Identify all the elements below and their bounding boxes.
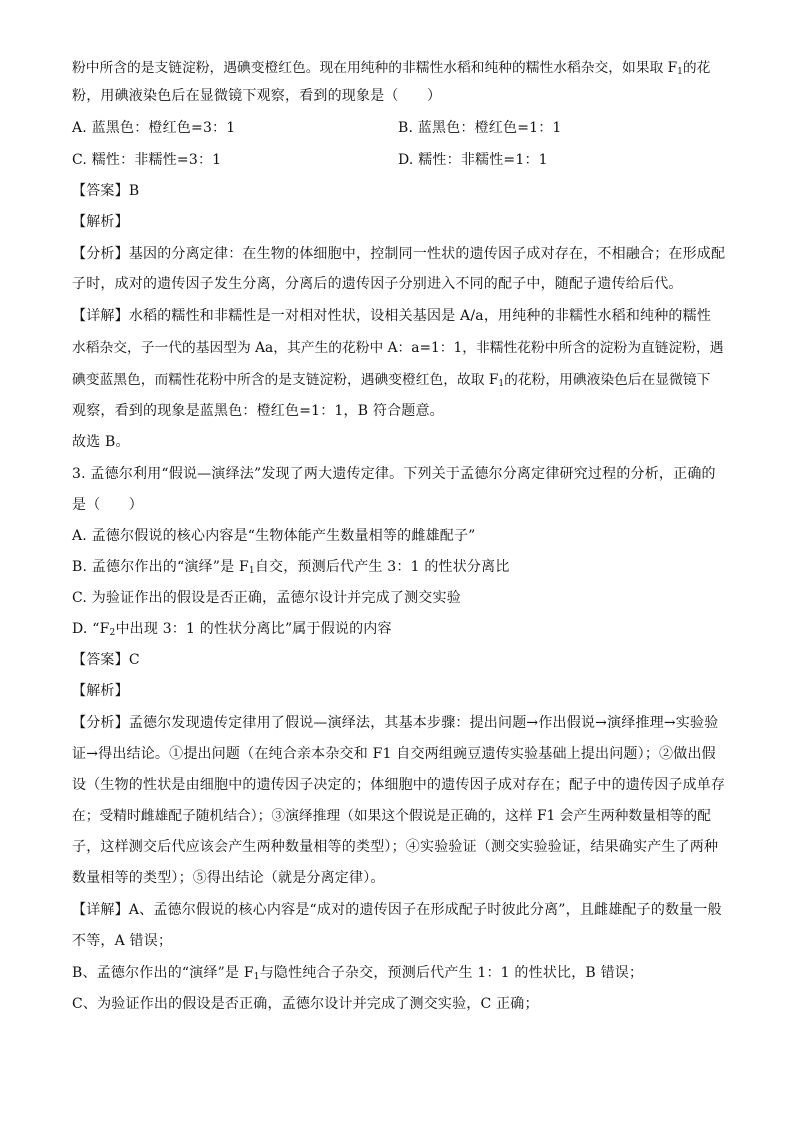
q2-option-a: A. 蓝黑色：橙红色=3：1 bbox=[72, 120, 236, 136]
q3-option-d: D. “$F_2$中出现 3：1 的性状分离比”属于假说的内容 bbox=[72, 621, 392, 638]
q2-xiangjie-line: 水稻杂交，子一代的基因型为 Aa，其产生的花粉中 A：a=1：1，非糯性花粉中所含的淀粉为直链淀粉，遇 bbox=[72, 340, 724, 356]
q3-fenxi-line: 数量相等的类型）；⑤得出结论（就是分离定律）。 bbox=[72, 870, 385, 886]
xiangjie-tag: 【详解】 bbox=[72, 902, 129, 918]
q3-option-b: B. 孟德尔作出的“演绎”是 $F_1$自交，预测后代产生 3：1 的性状分离比 bbox=[72, 559, 510, 576]
q2-stem-line: 粉，用碘液染色后在显微镜下观察，看到的现象是（ ） bbox=[72, 88, 442, 104]
q3-stem-line: 是（ ） bbox=[72, 497, 143, 513]
q3-fenxi-line: 证→得出结论。①提出问题（在纯合亲本杂交和 F1 自交两组豌豆遗传实验基础上提出问题）；②做出假 bbox=[72, 746, 716, 762]
q2-conclusion: 故选 B。 bbox=[72, 434, 130, 450]
q3-answer bbox=[72, 650, 140, 670]
answer-tag: 【答案】 bbox=[72, 652, 129, 668]
answer-value: C bbox=[128, 652, 140, 668]
fenxi-tag: 【分析】 bbox=[72, 246, 129, 262]
q2-fenxi-line: 子时，成对的遗传因子发生分离，分离后的遗传因子分别进入不同的配子中，随配子遗传给后代。 bbox=[72, 276, 683, 292]
q3-fenxi-line: 【分析】孟德尔发现遗传定律用了假说—演绎法，其基本步骤：提出问题→作出假说→演绎推理→实验验 bbox=[72, 715, 719, 731]
fenxi-tag: 【分析】 bbox=[72, 715, 129, 731]
xiangjie-tag: 【详解】 bbox=[72, 308, 129, 324]
q3-xiangjie-line: B、孟德尔作出的“演绎”是 $F_1$与隐性纯合子杂交，预测后代产生 1：1 的性状比，B 错误； bbox=[72, 965, 644, 982]
q2-stem-line: 粉中所含的是支链淀粉，遇碘变橙红色。现在用纯种的非糯性水稻和纯种的糯性水稻杂交，如果取 $F_1$的花 bbox=[72, 60, 711, 77]
q3-fenxi-line: 子，这样测交后代应该会产生两种数量相等的类型）；④实验验证（测交实验验证，结果确实产生了两种 bbox=[72, 839, 719, 855]
answer-tag: 【答案】 bbox=[72, 183, 129, 199]
q2-xiangjie-line: 碘变蓝黑色，而糯性花粉中所含的是支链淀粉，遇碘变橙红色，故取 $F_1$的花粉，用碘液染色后在显微镜下 bbox=[72, 372, 711, 389]
q3-analysis-tag: 【解析】 bbox=[72, 683, 129, 699]
q2-xiangjie-line: 观察，看到的现象是蓝黑色：橙红色=1：1，B 符合题意。 bbox=[72, 403, 444, 419]
q3-option-c: C. 为验证作出的假设是否正确，孟德尔设计并完成了测交实验 bbox=[72, 590, 461, 606]
q2-xiangjie-line: 【详解】水稻的糯性和非糯性是一对相对性状，设相关基因是 A/a，用纯种的非糯性水稻和纯种的糯性 bbox=[72, 308, 712, 324]
q3-fenxi-line: 设（生物的性状是由细胞中的遗传因子决定的；体细胞中的遗传因子成对存在；配子中的遗传因子成单存 bbox=[72, 777, 726, 793]
answer-value: B bbox=[128, 183, 140, 199]
q2-analysis-tag: 【解析】 bbox=[72, 214, 129, 230]
q2-fenxi-line: 【分析】基因的分离定律：在生物的体细胞中，控制同一性状的遗传因子成对存在，不相融合；在形成配 bbox=[72, 246, 726, 262]
q2-option-b: B. 蓝黑色：橙红色=1：1 bbox=[398, 120, 562, 136]
q2-option-c: C. 糯性：非糯性=3：1 bbox=[72, 152, 222, 168]
q3-stem-line: 3. 孟德尔利用“假说—演绎法”发现了两大遗传定律。下列关于孟德尔分离定律研究过程的分析，正确的 bbox=[72, 466, 716, 482]
q2-answer bbox=[72, 181, 139, 201]
q3-fenxi-line: 在；受精时雌雄配子随机结合）；③演绎推理（如果这个假说是正确的，这样 F1 会产生两种数量相等的配 bbox=[72, 808, 711, 824]
q3-xiangjie-line: C、为验证作出的假设是否正确，孟德尔设计并完成了测交实验，C 正确； bbox=[72, 996, 539, 1012]
q3-xiangjie-line: 【详解】A、孟德尔假说的核心内容是“成对的遗传因子在形成配子时彼此分离”，且雌雄配子的数量一般 bbox=[72, 902, 722, 918]
q3-option-a: A. 孟德尔假说的核心内容是“生物体能产生数量相等的雌雄配子” bbox=[72, 528, 476, 544]
q3-xiangjie-line: 不等，A 错误； bbox=[72, 933, 173, 949]
q2-option-d: D. 糯性：非糯性=1：1 bbox=[398, 152, 548, 168]
